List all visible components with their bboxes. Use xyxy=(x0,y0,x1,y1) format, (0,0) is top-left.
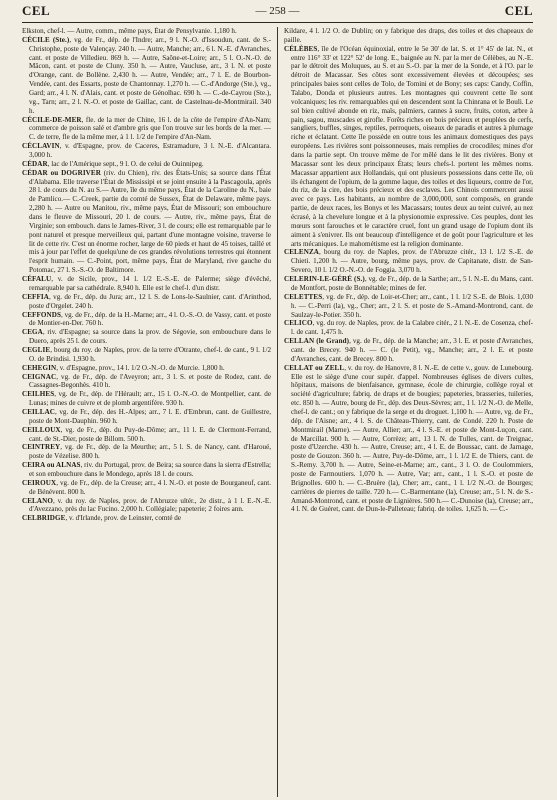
right-column xyxy=(284,27,533,797)
entry-text: , vg. de Fr., dép. de la H.-Marne; arr., 4 l. O.-S.-O. de Vassy, cant. et poste de Montier-en-Der. 760 h. xyxy=(29,310,271,328)
entry-headword: CELLAN (le Grand) xyxy=(284,337,350,346)
entry-text: , vg. de Fr., dép. de la Creuse; arr., 4 l. N.-O. et poste de Bourganeuf, cant. de Bénévent. 800 h. xyxy=(29,478,271,496)
entry-headword: CEFFONDS xyxy=(22,310,62,319)
dictionary-entry xyxy=(284,275,533,293)
entry-text: , vg. de Fr., dép. de la Sarthe; arr., 5 l. N.-E. du Mans, cant. de Montfort, poste de Bonnétable; mines de fer. xyxy=(291,275,533,292)
dictionary-entry xyxy=(284,27,533,45)
entry-headword: CÉCILE (Ste.) xyxy=(22,35,70,44)
entry-headword: CEILLAC xyxy=(22,407,56,416)
entry-text: , vg. du roy. de Naples, prov. de la Calabre citér., 2 l. N.-E. de Cosenza, chef-l. de cant. 1,475 h. xyxy=(291,319,533,337)
entry-text: , fle. de la mer de Chine, 16 l. de la côte de l'empire d'An-Nam; commerce de poisson salé et d'ambre gris que l'on trouve sur les bords de la mer. — C. de terre, fle de la même mer, à 1 l. 1/2 de l'empire d'An-Nam. xyxy=(29,115,271,142)
entry-headword: CEINTREY xyxy=(22,443,61,452)
entry-text: , vg. de Fr., dép. de la Meurthe; arr., 5 l. S. de Nancy, cant. d'Haroué, poste de Vézelise. 800 h. xyxy=(29,443,271,461)
entry-headword: CEILLOUX xyxy=(22,425,61,434)
entry-text: , vg. de Fr., dép. de l'Indre; arr., 9 l. N.-O. d'Issoudun, cant. de S.-Christophe, poste de Valençay. 240 h. — Autre, Manche; arr., 6 l. N.-E. d'Avranches, cant. et poste de Villedieu. 869 h. — Autre, Saône-et-Loire; arr., 5 l. O.-N.-O. de Mâcon, cant. et poste de Cluny. 350 h. — Autre, Vaucluse, arr., 3 l. N. et poste d'Orange, cant. de Bollène. 2,430 h. — Autre, Vendée; arr., 7 l. E. de Bourbon-Vendée, cant. des Essarts, poste de Chantonnay. 1,270 h. — C.-d'Andorge (Ste.), vg., Gard; arr., 4 l. N. d'Alais, cant. et poste de Génolhac. 690 h. — C.-de-Cayrou (Ste.), vg., Tarn; arr., 2 l. N.-O. et poste de Gaillac, cant. de Castelnau-de-Montmirail. 340 h. xyxy=(29,35,271,115)
dictionary-entry xyxy=(22,311,271,329)
entry-text: , v. d'Espagne, prov. de Caceres, Estramadure, 3 l. N.-E. d'Alcantara. 3,000 h. xyxy=(29,142,271,160)
page-number: — 258 — xyxy=(255,5,300,17)
entry-text: , bourg du roy. de Naples, prov. de la terre d'Otrante, chef-l. de cant., 9 l. 1/2 O. de Brindisi. 1,930 h. xyxy=(29,345,271,363)
entry-headword: CELERIN-LE-GÉRÉ (S.) xyxy=(284,275,365,284)
entry-text: , bourg du roy. de Naples, prov. de l'Abruzze citér., 13 l. 1/2 S.-E. de Chieti. 1,200 h. — Autre, bourg, même pays, prov. de Capitanate, distr. de San-Severo, 10 l. 1/2 O.-N.-O. de Foggia. 3,070 h. xyxy=(291,248,533,275)
entry-headword: CÉFALU xyxy=(22,275,52,284)
entry-headword: CELETTES xyxy=(284,292,323,301)
entry-text: Kildare, 4 l. 1/2 O. de Dublin; on y fabrique des draps, des toiles et des chapeaux de paille. xyxy=(284,27,533,44)
left-column xyxy=(22,27,271,797)
dictionary-entry xyxy=(22,390,271,408)
dictionary-entry xyxy=(22,364,271,373)
entry-text: , vg. de Fr., dép. de Loir-et-Cher; arr., cant., 1 l. 1/2 S.-E. de Blois. 1,030 h. — C.-Perri (la), vg., Cher; arr., 2 l. S. et poste de S.-Amand-Montrond, cant. de Saulzay-le-Potier. 350 h. xyxy=(291,292,533,319)
entry-headword: CEIGNAC xyxy=(22,372,57,381)
entry-text: , lac de l'Amérique sept., 9 l. O. de celui de Ouinnipeg. xyxy=(47,159,204,168)
dictionary-entry xyxy=(22,461,271,479)
entry-text: (riv. du Chien), riv. des États-Unis; sa source dans l'État d'Alabama. Elle traverse l'État de Mississipi et se joint ensuite à la Pascagoula, après 28 l. de cours du N. au S.— Autre, île du même pays, État de la Caroline du N., baie de Pamlico.— C.-Creek, partie du comté de Sussex, État de Delaware, même pays. 2,280 h. — Autre ou Manitou, riv., même pays, État de Missouri; son embouchure dans le fleuve de Missouri, 20 l. de cours. — Autre, riv., même pays, État de Virginie; son embouch. dans le James-River, 3 l. de cours; elle est remarquable par le pont naturel et presque merveilleux qui, partant d'une montagne voisine, traverse le lit de cette riv. C'est un énorme rocher, large de 60 pieds et haut de 45 toises, taillé et mis à jour par l'effet de quelqu'une de ces grandes révolutions terrestres qui étonnent l'esprit humain. — C.-Point, port, même pays, État de Maryland, rive gauche du Potomac, 27 l. S.-S.-O. de Baltimore. xyxy=(29,168,271,275)
entry-headword: CEIROUX xyxy=(22,478,57,487)
entry-headword: CELICO xyxy=(284,319,313,328)
text-columns xyxy=(22,27,533,797)
dictionary-entry xyxy=(22,346,271,364)
dictionary-entry xyxy=(22,408,271,426)
dictionary-entry xyxy=(22,36,271,116)
dictionary-entry xyxy=(284,248,533,275)
entry-headword: CÉDAR ou DOGRIVER xyxy=(22,168,101,177)
dictionary-entry xyxy=(22,293,271,311)
entry-headword: CEIRA ou ALNAS xyxy=(22,461,81,470)
entry-text: , v. du roy. de Naples, prov. de l'Abruzze ultér., 2e distr., à 1 l. E.-N.-E. d'Avezzano, près du lac Fucino. 2,000 h. Collégiale; papeterie; 2 foires ann. xyxy=(29,496,271,514)
entry-text: , vg. de Fr., dép. de l'Hérault; arr., 15 l. O.-N.-O. de Montpellier, cant. de Lunas; mines de cuivre et de plomb argentifère. 930 h. xyxy=(29,390,271,408)
dictionary-entry xyxy=(22,142,271,160)
entry-headword: CEGLIE xyxy=(22,345,51,354)
entry-text: , riv. du Portugal, prov. de Beira; sa source dans la sierra d'Estrella; et son embouchure dans le Mondego, après 18 l. de cours. xyxy=(29,461,271,478)
entry-text: , v. d'Espagne, prov., 14 l. 1/2 O.-N.-O. de Murcie. 1,800 h. xyxy=(56,363,225,372)
entry-text: , île de l'Océan équinoxial, entre le 5e 30' de lat. S. et 1° 45' de lat. N., et entre 116° 33' et 122° 52' de long. E., baignée au N. par la mer de Célèbes, au N.-E. par le détroit des Moluques, au S. et au S.-O. par la mer de la Sonde, et à l'O. par le détroit de Macassar. Ses côtes sont excessivement élevées et découpées; ses principales baies sont celles de Tolo, de Tomini et de Bony; ses caps: Candy, Coffin, Talabo, Donda et plusieurs autres. Les montagnes qui couvrent cette île sont volcaniques; les riv. remarquables qui en descendent sont la Chinrana et le Bouli. Le sol bien cultivé abonde en riz, maïs, palmiers, cannes à sucre, fruits, coton, arbre à pain, sagou, muscades et girofle. Forêts riches en bois précieux et peuplées de cerfs, sangliers, buffles, singes, reptiles, perroquets, oiseaux de paradis et autres à plumage riche et éclatant. Cette île possède en outre tous les animaux domestiques des pays européens. Les rivières sont poissonneuses, mais remplies de crocodiles; mines d'or dans la partie sept. On trouve même de l'or mêlé dans le lit des rivières. Bony et Macassar sont les deux principaux États; leurs chefs-l. portent les mêmes noms. Macassar appartient aux Hollandais, qui ont plusieurs possessions dans cette île, où ils échangent de l'opium, de la gomme laque, des toiles et des liqueurs, contre de l'or, du riz, de la cire, des bois précieux et des esclaves. Les Chinois commercent aussi avec ce pays. Les habitants, au nombre de 3,000,000, sont composés, en grande partie, de deux races, les Bonys et les Macassars; toutes deux au teint cuivré, au nez écrasé, à la chevelure longue et à la physionomie expressive. Ces peuples, dont les mœurs sont farouches et le caractère cruel, font un grand usage de l'opium dont ils aiment à s'enivrer. Ils ont beaucoup d'intelligence et de goût pour l'agriculture et les arts mécaniques. Le mahométisme est la religion dominante. xyxy=(291,44,533,248)
entry-headword: CÉLÈBES xyxy=(284,44,318,53)
dictionary-entry xyxy=(22,275,271,293)
column-divider xyxy=(277,27,278,797)
entry-headword: CÉDAR xyxy=(22,159,48,168)
entry-text: , v. du roy. de Hanovre, 8 l. N.-E. de cette v., gouv. de Lunebourg. Elle est le siège d'une cour supér. d'appel. Nombreuses églises de divers cultes, hôpitaux, maisons de bienfaisance, gymnase, école de chirurgie, collège royal et société d'agriculture; fabriq. de draps et de bougies; papeteries, brasseries, tuileries, etc. 850 h. — Autre, bourg de Fr., dép. des Deux-Sèvres; arr., 1 l. 1/2 N.-O. de Melle, chef-l. de cant.; on y fabrique de la serge et du droguet. 1,100 h. — Autre, vg. de Fr., dép. de l'Aisne; arr., 4 l. S. de Château-Thierry, cant. de Condé. 220 h. Poste de Montmirail (Marne). — Autre, Allier; arr., 4 l. S.-E. et poste de Mont-Luçon, cant. de Marcillat. 900 h. — Autre, Corrèze; arr., 13 l. N. de Tulles, cant. de Treignac, poste d'Uzerche. 430 h. — Autre, Creuse; arr., 4 l. E. de Boussac, cant. de Jarnage, poste de Gouzon. 360 h. — Autre, Puy-de-Dôme, arr., 1 l. 1/2 E. de Thiers, cant. de S.-Remy. 3,700 h. — Autre, Seine-et-Marne; arr., cant., 3 l. O. de Coulommiers, poste de Farmoutiers. 1,070 h. — Autre, Var; arr., cant., 1 l. S.-O. et poste de Brignolles. 600 h. — C.-Bruère (la), Cher; arr., cant., 1 l. 1/2 N.-O. de Bourges; carrières de pierres de taille. 720 h.— C.-Barmentane (la), Creuse; arr., 5 l. N. de S.-Amand-Montrond, cant. et poste de Lignières. 500 h.— C.-Dunoise (la), Creuse; arr., 4 l. N. de Guéret, cant. de Dun-le-Palleteau; fabriq. de toiles. 1,625 h. — C.- xyxy=(291,363,533,514)
dictionary-entry xyxy=(22,160,271,169)
running-head-left: CEL xyxy=(22,3,51,18)
dictionary-entry xyxy=(284,293,533,320)
entry-text: , vg. de Fr., dép. de la Manche; arr., 3 l. E. et poste d'Avranches, cant. de Brecey. 940 h. — C. (le Petit), vg., Manche; arr., 2 l. E. et poste d'Avranches, cant. de Brecey. 800 h. xyxy=(291,337,533,363)
entry-headword: CEHEGIN xyxy=(22,363,57,372)
dictionary-entry xyxy=(22,169,271,275)
entry-headword: CEFFIA xyxy=(22,292,50,301)
dictionary-entry xyxy=(284,337,533,364)
entry-text: , vg. de Fr., dép. du Puy-de-Dôme; arr., 11 l. E. de Clermont-Ferrand, cant. de St.-Dier, poste de Billom. 500 h. xyxy=(29,425,271,443)
dictionary-entry xyxy=(22,514,271,523)
dictionary-entry xyxy=(284,319,533,337)
entry-headword: CELLAT ou ZELL xyxy=(284,363,345,372)
entry-headword: CEILHES xyxy=(22,390,55,399)
dictionary-entry xyxy=(284,364,533,515)
dictionary-entry xyxy=(22,426,271,444)
entry-headword: CELBRIDGE xyxy=(22,514,66,523)
entry-text: , vg. de Fr., dép. du Jura; arr., 12 l. S. de Lons-le-Saulnier, cant. d'Arinthod, poste d'Orgelet. 240 h. xyxy=(29,292,271,310)
entry-text: , vg. de Fr., dép. de l'Aveyron; arr., 3 l. S. et poste de Rodez, cant. de Cassagnes-Begonhès. 410 h. xyxy=(29,372,271,390)
page-header xyxy=(22,0,533,23)
dictionary-entry xyxy=(22,497,271,515)
dictionary-entry xyxy=(22,479,271,497)
running-head-right: CEL xyxy=(504,3,533,18)
entry-headword: CELANO xyxy=(22,496,53,505)
entry-text: , vg. de Fr., dép. des H.-Alpes; arr., 7 l. E. d'Embrun, cant. de Guillestre, poste de Mont-Dauphin. 960 h. xyxy=(29,407,271,425)
dictionary-entry xyxy=(22,116,271,143)
dictionary-entry xyxy=(22,328,271,346)
dictionary-entry xyxy=(284,45,533,249)
entry-text: , v. d'Irlande, prov. de Leinster, comté de xyxy=(65,514,181,523)
entry-headword: CÉCILE-DE-MER xyxy=(22,115,82,124)
entry-text: , riv. d'Espagne; sa source dans la prov. de Ségovie, son embouchure dans le Duero, après 25 l. de cours. xyxy=(29,328,271,346)
entry-text: Elkston, chef-l. — Autre, comm., même pays, État de Pensylvanie. 1,180 h. xyxy=(22,27,237,35)
dictionary-entry xyxy=(22,373,271,391)
entry-text: , v. de Sicile, prov., 14 l. 1/2 E.-S.-E. de Palerme; siège d'évêché, remarquable par sa cathédrale. 8,940 h. Elle est le chef-l. d'un distr. xyxy=(29,275,271,292)
dictionary-entry xyxy=(22,27,271,36)
entry-headword: CEGA xyxy=(22,328,43,337)
entry-headword: CÉCLAVIN xyxy=(22,142,60,151)
entry-headword: CELENZA xyxy=(284,248,319,257)
dictionary-entry xyxy=(22,443,271,461)
